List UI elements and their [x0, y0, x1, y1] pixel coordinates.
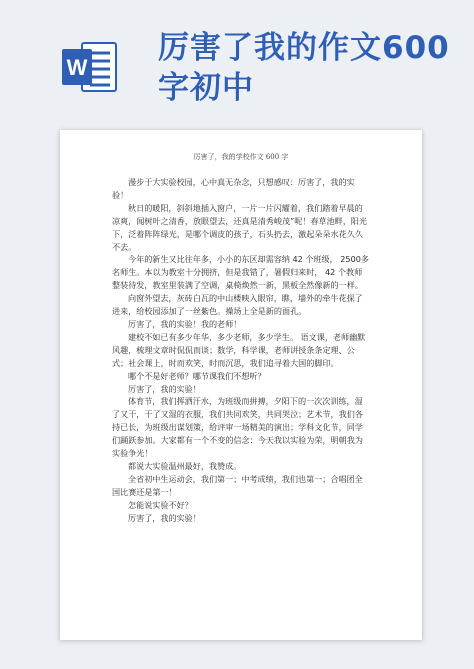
paragraph: 体育节，我们挥洒汗水，为班级而拼搏，夕阳下的一次次训练，湿了又干，干了又湿的衣服，我们共同欢笑，共同哭泣；艺术节，我们各持已长，为班级出谋划策，给评审一场精美的演出；学科文化节，同学们踊跃参加。大家都有一个不变的信念：今天我以实验为荣，明朝我为实验争光！ [112, 396, 363, 459]
paragraph: 全省初中生运动会，我们第一；中考成绩，我们也第一；合唱团全国比赛还是第一！ [112, 473, 363, 497]
paragraph: 厉害了，我的实验！ [128, 383, 201, 394]
paragraph: 建校不如已有多少年华，多少老师，多少学生。 语文课，老师幽默风趣，梳理文章时侃侃而谈；数学，科学课，老师讲授条条定理、公式；社会课上，时而欢笑，时而沉思，我们追寻着大国的脚印。 [112, 331, 366, 368]
document-page [60, 130, 422, 640]
paragraph: 都说大实验温州最好，我赞成。 [128, 460, 242, 471]
paragraph: 怎能说实验不好？ [128, 499, 193, 510]
word-logo-letter: W [66, 55, 88, 80]
page-title: 厉害了我的作文600字初中 [158, 30, 450, 106]
header-banner [0, 0, 474, 120]
paragraph: 哪个不是好老师？哪节课我们不想听？ [128, 370, 266, 381]
paragraph: 向窗外望去，灰砖白瓦的中山楼映入眼帘，瞧，墙外的牵牛花探了进来，给校园添加了一丝紫色。操场上全是新的面孔。 [112, 293, 363, 317]
paragraph: 厉害了，我的实验！我的老师！ [128, 318, 242, 329]
paragraph: 今年的新生又比往年多，小小的东区却需容纳 42 个班级， 2500多名师生。本以为教室十分拥挤，但是我错了，暑假归来时， 42 个教师整装待发，教室里装满了空调，桌椅焕然一新，黑板全然像新的一样。 [112, 254, 369, 291]
paragraph: 漫步于大实验校园，心中真无杂念，只想感叹：厉害了，我的实验！ [112, 177, 355, 200]
paragraph: 厉害了，我的实验！ [128, 512, 201, 523]
paragraph: 秋日的暖阳，斜斜地插入窗户，一片一片闪耀着，我们踏着早晨的凉爽，闻树叶之清香，放眼望去，还真是清秀峻茂”呢！春草池畔，阳光下，泛着阵阵绿光，是哪个调皮的孩子，石头扔去，激起朵朵水花久久不去。 [112, 202, 368, 252]
document-body [112, 176, 370, 524]
word-document-icon [60, 37, 120, 97]
document-heading: 厉害了，我的学校作文 600 字 [193, 153, 289, 161]
